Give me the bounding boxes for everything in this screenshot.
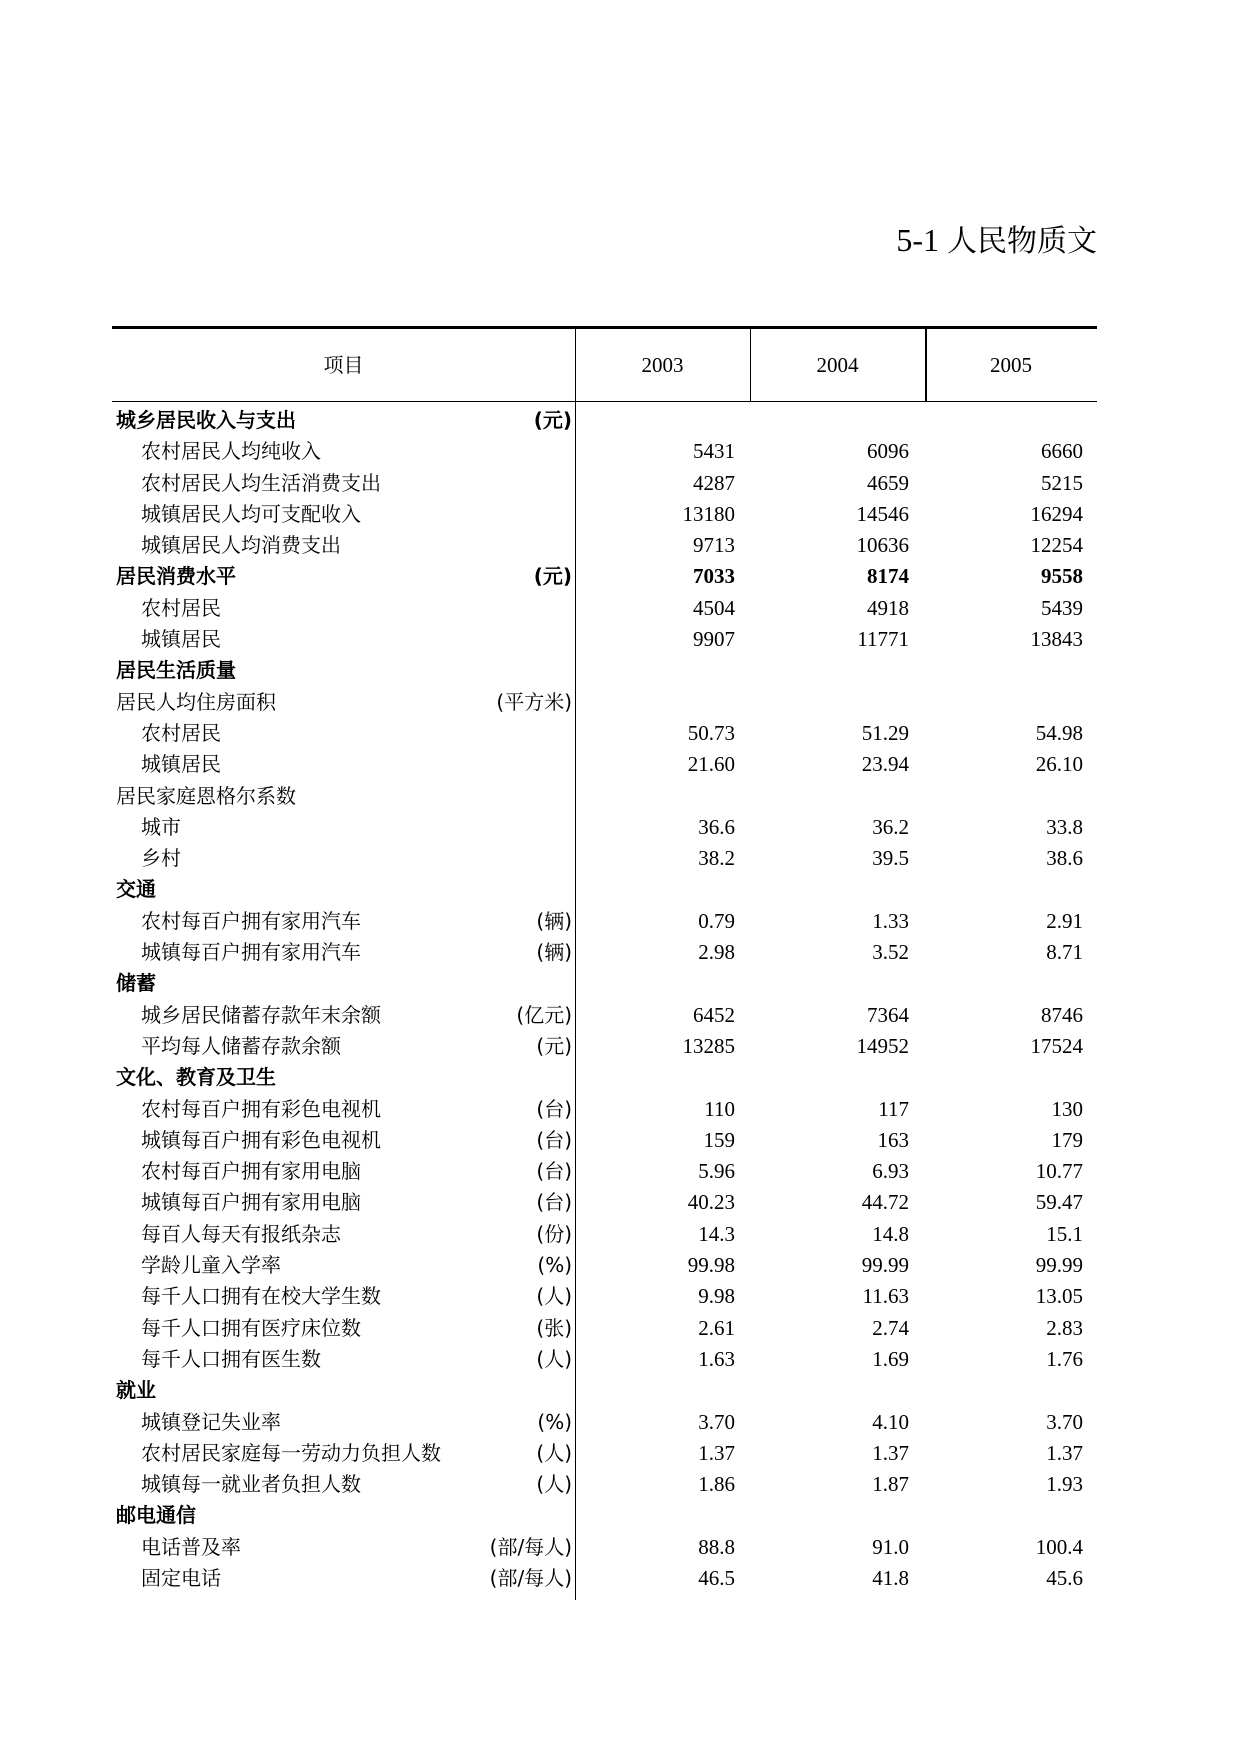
value-cell-2003: 13180: [682, 501, 735, 526]
row-unit: (平方米): [496, 689, 572, 714]
value-cell-2004: 51.29: [861, 720, 909, 745]
value-cell-2004: 99.99: [861, 1253, 909, 1278]
row-label: 城镇居民: [141, 627, 221, 652]
row-unit: (部/每人): [489, 1565, 572, 1590]
row-unit: (亿元): [516, 1002, 572, 1027]
table-row: [112, 906, 1097, 937]
table-row: [112, 530, 1097, 561]
row-unit: (台): [536, 1127, 572, 1152]
value-cell-2004: 44.72: [861, 1190, 909, 1215]
row-unit: (台): [536, 1190, 572, 1215]
value-cell-2003: 6452: [693, 1002, 735, 1027]
table-row: [112, 1375, 1097, 1406]
row-unit: (元): [536, 1033, 572, 1058]
row-label: 邮电通信: [116, 1503, 196, 1528]
value-cell-2004: 4659: [867, 470, 909, 495]
value-cell-2004: 1.37: [872, 1440, 909, 1465]
value-cell-2004: 8174: [867, 564, 909, 589]
value-cell-2003: 13285: [682, 1033, 735, 1058]
row-label: 电话普及率: [141, 1534, 241, 1559]
value-cell-2004: 14.8: [872, 1221, 909, 1246]
value-cell-2004: 117: [878, 1096, 909, 1121]
value-cell-2003: 5431: [693, 439, 735, 464]
row-unit: (台): [536, 1159, 572, 1184]
row-label: 农村每百户拥有家用电脑: [141, 1159, 361, 1184]
value-cell-2003: 46.5: [698, 1565, 735, 1590]
table-header: [112, 326, 1097, 402]
row-label: 城乡居民收入与支出: [116, 408, 296, 432]
value-cell-2005: 130: [1051, 1096, 1083, 1121]
row-unit: (份): [536, 1221, 572, 1246]
header-year-2003: 2003: [641, 353, 684, 377]
row-label: 城镇居民人均可支配收入: [141, 501, 361, 526]
table-row: [112, 1156, 1097, 1187]
table-row: [112, 1031, 1097, 1062]
value-cell-2004: 14952: [856, 1033, 909, 1058]
row-unit: (台): [536, 1096, 572, 1121]
value-cell-2003: 88.8: [698, 1534, 735, 1559]
table-row: [112, 1500, 1097, 1531]
row-label: 农村居民: [141, 595, 221, 620]
row-label: 居民生活质量: [116, 658, 236, 683]
row-label: 城镇居民: [141, 752, 221, 777]
table-number: 5-1: [896, 222, 939, 258]
value-cell-2005: 13843: [1030, 627, 1083, 652]
table-row: [112, 436, 1097, 467]
value-cell-2005: 3.70: [1046, 1409, 1083, 1434]
value-cell-2004: 4.10: [872, 1409, 909, 1434]
table-row: [112, 405, 1097, 436]
value-cell-2003: 9.98: [698, 1284, 735, 1309]
table-row: [112, 1313, 1097, 1344]
value-cell-2003: 159: [703, 1127, 735, 1152]
row-label: 每千人口拥有在校大学生数: [141, 1284, 381, 1309]
row-label: 平均每人储蓄存款余额: [141, 1033, 341, 1058]
header-year-2005: 2005: [990, 353, 1032, 377]
value-cell-2005: 8.71: [1046, 940, 1083, 965]
row-label: 农村居民人均生活消费支出: [141, 470, 381, 495]
table-row: [112, 749, 1097, 780]
row-label: 城镇每百户拥有家用电脑: [141, 1190, 361, 1215]
value-cell-2004: 1.69: [872, 1346, 909, 1371]
row-label: 居民消费水平: [116, 564, 236, 589]
row-label: 城乡居民储蓄存款年末余额: [141, 1002, 381, 1027]
value-cell-2005: 8746: [1041, 1002, 1083, 1027]
value-cell-2004: 3.52: [872, 940, 909, 965]
row-label: 每千人口拥有医疗床位数: [141, 1315, 361, 1340]
table-row: [112, 593, 1097, 624]
value-cell-2005: 13.05: [1035, 1284, 1083, 1309]
row-label: 城镇居民人均消费支出: [141, 533, 341, 558]
value-cell-2005: 38.6: [1046, 846, 1083, 871]
value-cell-2005: 5215: [1041, 470, 1083, 495]
value-cell-2004: 6.93: [872, 1159, 909, 1184]
header-item: 项目: [323, 353, 364, 377]
table-row: [112, 624, 1097, 655]
row-label: 城镇登记失业率: [141, 1409, 281, 1434]
value-cell-2005: 12254: [1030, 533, 1083, 558]
value-cell-2004: 91.0: [872, 1534, 909, 1559]
row-label: 农村居民家庭每一劳动力负担人数: [141, 1440, 441, 1465]
value-cell-2003: 2.98: [698, 940, 735, 965]
value-cell-2005: 54.98: [1035, 720, 1083, 745]
table-row: [112, 1094, 1097, 1125]
header-divider: [575, 329, 576, 401]
statistics-table: [112, 326, 1097, 1594]
row-label: 居民人均住房面积: [116, 689, 276, 714]
table-row: [112, 1281, 1097, 1312]
row-label: 乡村: [141, 846, 181, 871]
row-label: 储蓄: [116, 971, 156, 996]
value-cell-2005: 2.83: [1046, 1315, 1083, 1340]
table-row: [112, 1563, 1097, 1594]
row-unit: (辆): [536, 940, 572, 965]
row-label: 每千人口拥有医生数: [141, 1346, 321, 1371]
row-label: 农村居民: [141, 720, 221, 745]
value-cell-2005: 9558: [1041, 564, 1083, 589]
value-cell-2005: 6660: [1041, 439, 1083, 464]
value-cell-2005: 26.10: [1035, 752, 1083, 777]
value-cell-2004: 11.63: [862, 1284, 909, 1309]
row-label: 每百人每天有报纸杂志: [141, 1221, 341, 1246]
table-row: [112, 1532, 1097, 1563]
row-unit: (辆): [536, 908, 572, 933]
value-cell-2003: 21.60: [687, 752, 735, 777]
table-row: [112, 561, 1097, 592]
table-row: [112, 874, 1097, 905]
value-cell-2003: 1.63: [698, 1346, 735, 1371]
row-unit: (张): [536, 1315, 572, 1340]
row-label: 农村每百户拥有家用汽车: [141, 908, 361, 933]
row-unit: (%): [537, 1409, 572, 1434]
table-row: [112, 1344, 1097, 1375]
value-cell-2004: 2.74: [872, 1315, 909, 1340]
table-row: [112, 655, 1097, 686]
value-cell-2005: 59.47: [1035, 1190, 1083, 1215]
value-cell-2004: 10636: [856, 533, 909, 558]
value-cell-2005: 2.91: [1046, 908, 1083, 933]
value-cell-2004: 163: [877, 1127, 909, 1152]
row-label: 农村每百户拥有彩色电视机: [141, 1096, 381, 1121]
value-cell-2003: 40.23: [687, 1190, 735, 1215]
table-row: [112, 1219, 1097, 1250]
value-cell-2004: 4918: [867, 595, 909, 620]
value-cell-2005: 1.76: [1046, 1346, 1083, 1371]
value-cell-2005: 16294: [1030, 501, 1083, 526]
value-cell-2003: 5.96: [698, 1159, 735, 1184]
table-row: [112, 1469, 1097, 1500]
value-cell-2003: 7033: [693, 564, 735, 589]
value-cell-2003: 9713: [693, 533, 735, 558]
table-row: [112, 1250, 1097, 1281]
value-cell-2005: 179: [1051, 1127, 1083, 1152]
value-cell-2003: 1.37: [698, 1440, 735, 1465]
row-label: 学龄儿童入学率: [141, 1253, 281, 1278]
value-cell-2003: 3.70: [698, 1409, 735, 1434]
value-cell-2005: 1.37: [1046, 1440, 1083, 1465]
table-row: [112, 1062, 1097, 1093]
row-label: 居民家庭恩格尔系数: [116, 783, 296, 808]
table-row: [112, 1438, 1097, 1469]
value-cell-2004: 23.94: [861, 752, 909, 777]
row-label: 城镇每百户拥有彩色电视机: [141, 1127, 381, 1152]
value-cell-2003: 110: [704, 1096, 735, 1121]
value-cell-2003: 50.73: [687, 720, 735, 745]
table-body: [112, 402, 1097, 1594]
row-unit: (%): [537, 1253, 572, 1278]
row-unit: (人): [536, 1284, 572, 1309]
value-cell-2004: 6096: [867, 439, 909, 464]
value-cell-2005: 10.77: [1035, 1159, 1083, 1184]
value-cell-2004: 7364: [867, 1002, 909, 1027]
value-cell-2003: 14.3: [698, 1221, 735, 1246]
value-cell-2004: 41.8: [872, 1565, 909, 1590]
value-cell-2004: 39.5: [872, 846, 909, 871]
row-label: 固定电话: [141, 1565, 221, 1590]
row-unit: (元): [533, 564, 572, 589]
row-unit: (元): [533, 408, 572, 432]
value-cell-2005: 99.99: [1035, 1253, 1083, 1278]
value-cell-2003: 38.2: [698, 846, 735, 871]
row-label: 就业: [116, 1378, 156, 1403]
row-label: 农村居民人均纯收入: [141, 439, 321, 464]
table-row: [112, 1187, 1097, 1218]
value-cell-2003: 4287: [693, 470, 735, 495]
value-cell-2003: 0.79: [698, 908, 735, 933]
row-unit: (人): [536, 1440, 572, 1465]
value-cell-2005: 100.4: [1035, 1534, 1083, 1559]
value-cell-2004: 1.87: [872, 1472, 909, 1497]
table-row: [112, 1000, 1097, 1031]
row-label: 城镇每一就业者负担人数: [141, 1472, 361, 1497]
value-cell-2005: 33.8: [1046, 814, 1083, 839]
page-title: [896, 216, 1097, 260]
table-row: [112, 968, 1097, 999]
value-cell-2004: 1.33: [872, 908, 909, 933]
value-cell-2005: 5439: [1041, 595, 1083, 620]
row-label: 文化、教育及卫生: [116, 1065, 276, 1090]
header-divider: [925, 329, 927, 401]
row-unit: (人): [536, 1346, 572, 1371]
value-cell-2004: 11771: [857, 627, 909, 652]
value-cell-2003: 2.61: [698, 1315, 735, 1340]
row-label: 城镇每百户拥有家用汽车: [141, 940, 361, 965]
row-unit: (人): [536, 1472, 572, 1497]
table-row: [112, 843, 1097, 874]
value-cell-2004: 14546: [856, 501, 909, 526]
value-cell-2005: 1.93: [1046, 1472, 1083, 1497]
table-row: [112, 687, 1097, 718]
value-cell-2004: 36.2: [872, 814, 909, 839]
table-title: 人民物质文: [947, 224, 1097, 259]
table-row: [112, 718, 1097, 749]
table-row: [112, 1407, 1097, 1438]
value-cell-2003: 99.98: [687, 1253, 735, 1278]
table-row: [112, 812, 1097, 843]
value-cell-2003: 4504: [693, 595, 735, 620]
value-cell-2005: 17524: [1030, 1033, 1083, 1058]
table-row: [112, 937, 1097, 968]
row-label: 交通: [116, 877, 156, 902]
value-cell-2005: 45.6: [1046, 1565, 1083, 1590]
header-divider: [750, 329, 751, 401]
table-row: [112, 468, 1097, 499]
value-cell-2003: 9907: [693, 627, 735, 652]
header-year-2004: 2004: [816, 353, 859, 377]
value-cell-2003: 36.6: [698, 814, 735, 839]
table-row: [112, 499, 1097, 530]
row-label: 城市: [141, 814, 181, 839]
value-cell-2005: 15.1: [1046, 1221, 1083, 1246]
table-row: [112, 1125, 1097, 1156]
table-row: [112, 781, 1097, 812]
row-unit: (部/每人): [489, 1534, 572, 1559]
value-cell-2003: 1.86: [698, 1472, 735, 1497]
